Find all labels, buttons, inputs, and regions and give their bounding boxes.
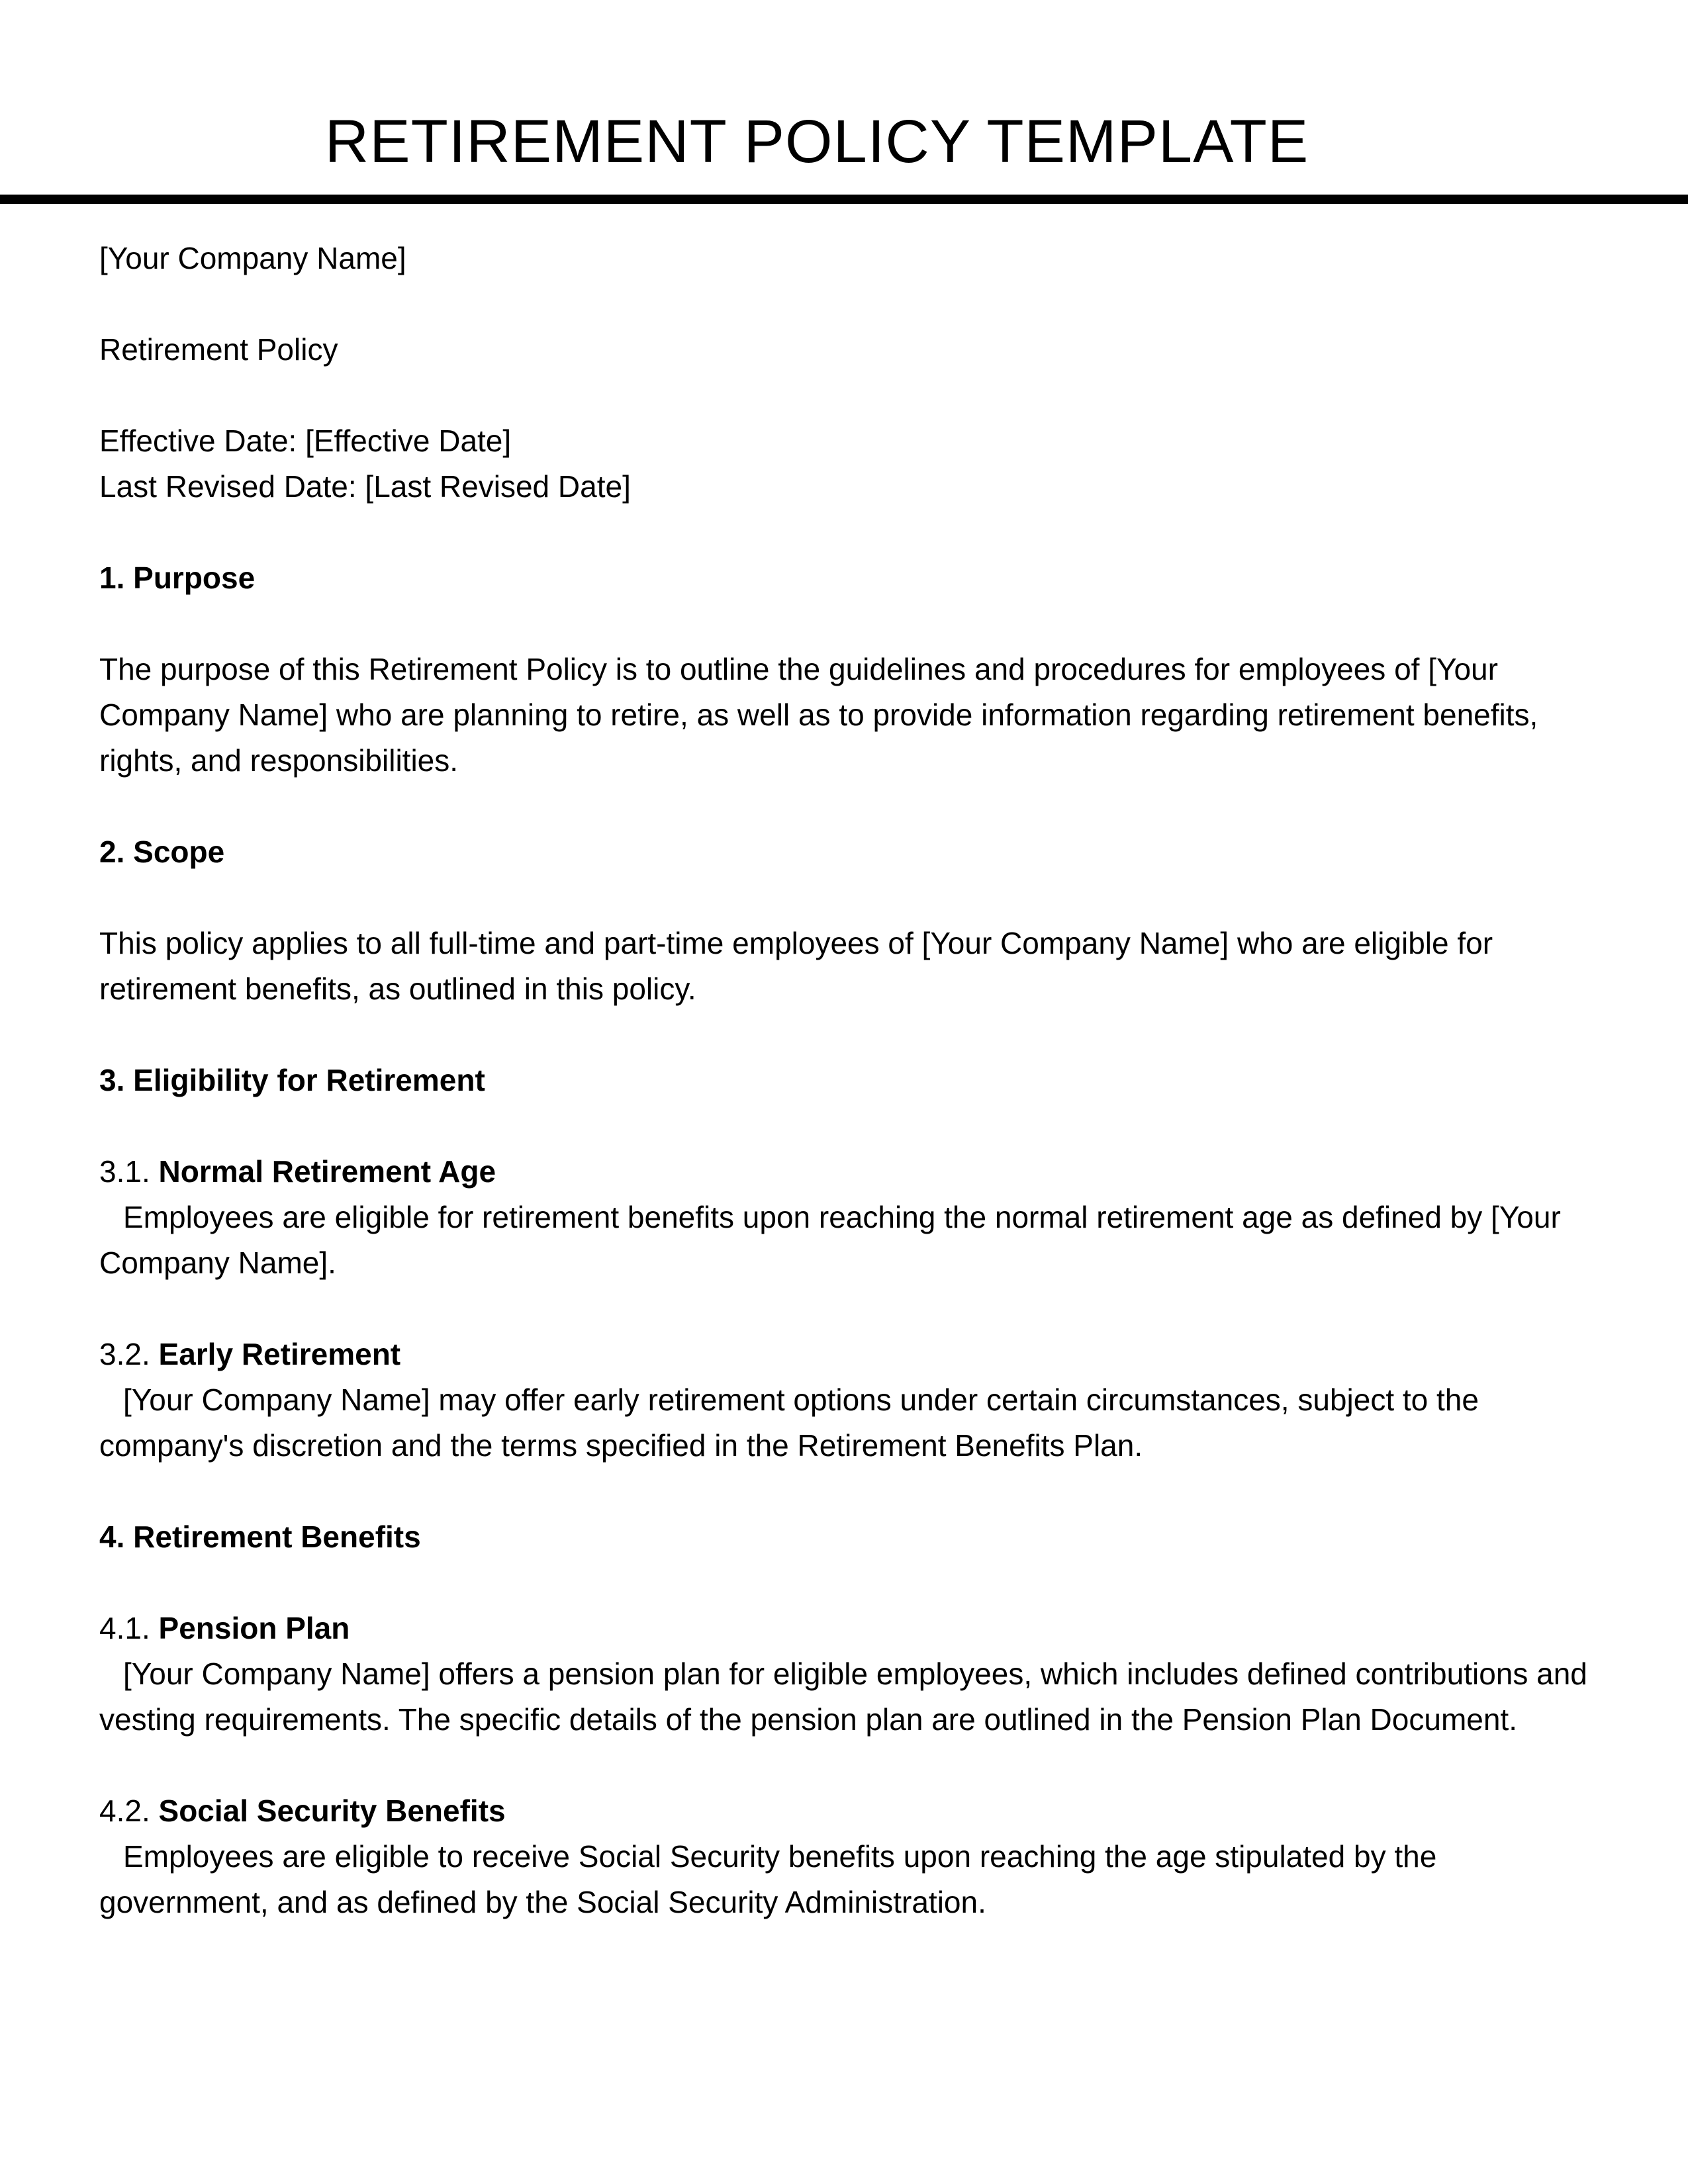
subsection-body-social-security: Employees are eligible to receive Social Security benefits upon reaching the age stipulated by the government, and as defined by the Social Security Administration. (99, 1839, 1437, 1919)
subsection-title: Pension Plan (158, 1611, 350, 1645)
document-title: RETIREMENT POLICY TEMPLATE (324, 108, 1309, 175)
subsection-body-pension-plan: [Your Company Name] offers a pension plan for eligible employees, which includes defined contributions and vesting requirements. The specific details of the pension plan are outlined in the Pension Plan Document. (99, 1657, 1587, 1737)
section-heading-benefits: 4. Retirement Benefits (99, 1520, 421, 1554)
subsection-title: Early Retirement (158, 1337, 401, 1371)
subsection-number: 4.2. (99, 1794, 150, 1828)
effective-date: Effective Date: [Effective Date] (99, 424, 512, 458)
section-heading-scope: 2. Scope (99, 835, 225, 869)
section-heading-eligibility: 3. Eligibility for Retirement (99, 1063, 485, 1097)
subsection-number: 4.1. (99, 1611, 150, 1645)
subsection-heading-normal-retirement-age (99, 1149, 1609, 1195)
title-divider (0, 195, 1688, 204)
section-body-purpose: The purpose of this Retirement Policy is to outline the guidelines and procedures for employees of [Your Company Name] who are planning to retire, as well as to provide information regarding retirement benefits, rights, and responsibilities. (99, 652, 1538, 778)
section-heading-purpose: 1. Purpose (99, 561, 256, 595)
subsection-heading-early-retirement (99, 1332, 1609, 1377)
subsection-title: Social Security Benefits (158, 1794, 506, 1828)
subsection-number: 3.2. (99, 1337, 150, 1371)
subsection-body-early-retirement: [Your Company Name] may offer early retirement options under certain circumstances, subject to the company's discretion and the terms specified in the Retirement Benefits Plan. (99, 1383, 1479, 1463)
subsection-number: 3.1. (99, 1154, 150, 1189)
last-revised-date: Last Revised Date: [Last Revised Date] (99, 469, 631, 504)
document-body (99, 236, 1609, 1971)
policy-name: Retirement Policy (99, 332, 338, 367)
subsection-heading-social-security (99, 1788, 1609, 1834)
subsection-heading-pension-plan (99, 1606, 1609, 1651)
company-name: [Your Company Name] (99, 241, 406, 275)
subsection-title: Normal Retirement Age (158, 1154, 496, 1189)
section-body-scope: This policy applies to all full-time and part-time employees of [Your Company Name] who are eligible for retirement benefits, as outlined in this policy. (99, 926, 1493, 1006)
subsection-body-normal-retirement-age: Employees are eligible for retirement benefits upon reaching the normal retirement age as defined by [Your Company Name]. (99, 1200, 1561, 1280)
